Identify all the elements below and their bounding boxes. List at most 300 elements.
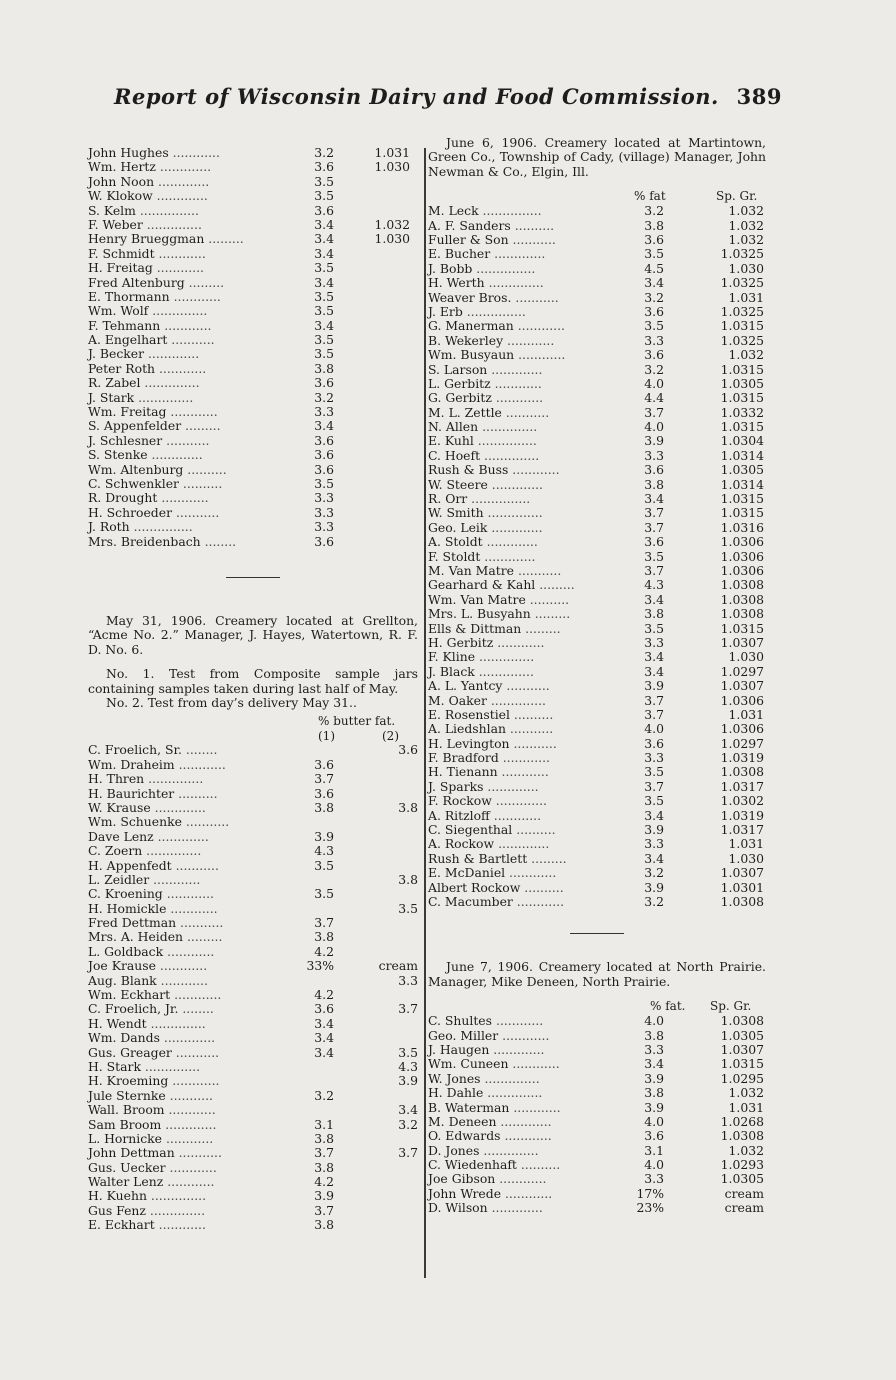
row-name — [88, 859, 219, 873]
row-name-text: W. Jones — [428, 1070, 481, 1086]
row-name — [428, 535, 538, 549]
row-value-1: 3.2 — [644, 893, 664, 909]
leader-dots: ............ — [489, 807, 542, 823]
row-value-2: 1.0305 — [720, 1027, 764, 1043]
row-name-text: Geo. Leik — [428, 519, 488, 535]
leader-dots: ............ — [166, 404, 218, 420]
row-value-2: 1.0308 — [720, 577, 764, 593]
table-row — [428, 334, 766, 348]
row-value-1: 3.8 — [314, 1159, 334, 1175]
row-value-1: 3.8 — [314, 799, 334, 815]
row-value-1: 4.2 — [314, 1174, 334, 1190]
sp-gr-header: Sp. Gr. — [710, 999, 752, 1014]
row-name-text: H. Baurichter — [88, 785, 175, 801]
table-row — [428, 506, 766, 520]
row-name-text: Gearhard & Kahl — [428, 577, 536, 593]
row-name-text: Wm. Hertz — [88, 159, 156, 175]
table-row — [88, 1118, 418, 1132]
row-value-2: 1.0308 — [720, 606, 764, 622]
row-name-text: Geo. Miller — [428, 1027, 499, 1043]
row-name-text: W. Steere — [428, 476, 488, 492]
leader-dots: ............. — [161, 1116, 217, 1132]
row-name-text: Wall. Broom — [88, 1102, 165, 1118]
leader-dots: ............... — [135, 202, 199, 218]
table-row — [88, 815, 418, 829]
row-name-text: L. Goldback — [88, 943, 164, 959]
row-name-text: B. Waterman — [428, 1099, 510, 1115]
leader-dots: ............ — [513, 318, 565, 334]
row-name — [88, 988, 221, 1002]
row-name — [88, 347, 199, 361]
row-value-2: 1.0325 — [720, 332, 764, 348]
row-name-text: S. Kelm — [88, 202, 136, 218]
leader-dots: ......... — [521, 620, 561, 636]
right-column — [428, 136, 766, 1216]
row-name-text: J. Haugen — [428, 1041, 490, 1057]
table-row — [428, 1043, 766, 1057]
row-name — [428, 1129, 552, 1143]
row-name-text: J. Roth — [88, 519, 130, 535]
row-name-text: J. Bobb — [428, 260, 473, 276]
row-name-text: M. Deneen — [428, 1113, 497, 1129]
leader-dots: .............. — [483, 505, 543, 521]
table-row — [428, 219, 766, 233]
row-name — [88, 1002, 214, 1016]
row-name-text: Jule Sternke — [88, 1087, 166, 1103]
row-name-text: Joe Gibson — [428, 1171, 496, 1187]
leader-dots: ............ — [490, 375, 542, 391]
row-value-1: 3.8 — [314, 1130, 334, 1146]
row-name — [88, 434, 209, 448]
table-row — [428, 434, 766, 448]
row-name — [88, 333, 215, 347]
row-name — [88, 304, 207, 318]
row-name-text: Wm. Schuenke — [88, 814, 182, 830]
row-value-1: 3.5 — [644, 548, 664, 564]
row-value-2: 1.0293 — [720, 1157, 764, 1173]
row-value-1: 3.6 — [644, 347, 664, 363]
row-name-text: Fred Dettman — [88, 915, 177, 931]
row-name-text: C. Froelich, Jr. — [88, 1001, 179, 1017]
row-name — [88, 1218, 206, 1232]
table-row — [428, 1057, 766, 1071]
row-value-1: 3.4 — [314, 245, 334, 261]
row-value-2: 1.031 — [728, 1099, 764, 1115]
leader-dots: ......... — [183, 929, 223, 945]
row-value-1: 3.6 — [644, 232, 664, 247]
table-row — [428, 391, 766, 405]
row-value-1: 33% — [306, 958, 334, 974]
row-name-text: G. Manerman — [428, 318, 514, 334]
row-value-2: 1.032 — [728, 232, 764, 247]
row-value-2: 1.0295 — [720, 1070, 764, 1086]
row-name-text: Wm. Cuneen — [428, 1056, 509, 1072]
row-name-text: W. Krause — [88, 799, 151, 815]
leader-dots: ............. — [480, 548, 536, 564]
table-row — [88, 463, 418, 477]
row-name-text: Mrs. Breidenbach — [88, 533, 201, 549]
row-value-1: 3.5 — [314, 475, 334, 491]
leader-dots: ......... — [535, 577, 575, 593]
row-name — [88, 1118, 216, 1132]
row-value-1: 3.5 — [314, 857, 334, 873]
row-value-2: 1.0308 — [720, 1013, 764, 1029]
row-name-text: J. Schlesner — [88, 432, 163, 448]
row-name — [88, 146, 220, 160]
row-name-text: J. Becker — [88, 346, 145, 362]
row-name — [428, 881, 564, 895]
row-name-text: L. Zeidler — [88, 871, 150, 887]
row-value-1: 3.6 — [314, 756, 334, 772]
leader-dots: ........... — [511, 289, 559, 305]
row-value-2: 1.032 — [728, 203, 764, 219]
row-value-1: 3.9 — [644, 1099, 664, 1115]
leader-dots: ............... — [472, 260, 536, 276]
row-name — [88, 916, 223, 930]
leader-dots: ......... — [530, 606, 571, 622]
table-row — [428, 1072, 766, 1086]
row-name — [428, 694, 546, 708]
column-subheader — [88, 729, 418, 743]
page-number: 389 — [736, 84, 782, 109]
table-row — [428, 478, 766, 492]
row-value-1: 4.3 — [314, 843, 334, 859]
leader-dots: ............ — [508, 1056, 560, 1072]
row-name — [428, 1043, 544, 1057]
row-name-text: C. Siegenthal — [428, 822, 513, 838]
row-value-1: 3.9 — [644, 678, 664, 694]
row-name-text: H. Homickle — [88, 900, 167, 916]
leader-dots: ............ — [154, 1217, 206, 1233]
row-name — [428, 794, 547, 808]
row-value-2: 1.0315 — [720, 390, 764, 406]
leader-dots: ......... — [184, 274, 225, 290]
leader-dots: ............ — [154, 245, 206, 261]
leader-dots: ............ — [508, 462, 560, 478]
row-name — [428, 1144, 539, 1158]
table-row — [88, 1089, 418, 1103]
row-name-text: H. Kuehn — [88, 1188, 147, 1204]
table-row — [88, 930, 418, 944]
leader-dots: ........... — [176, 915, 224, 931]
table-row — [428, 1029, 766, 1043]
leader-dots: ............ — [169, 288, 221, 304]
table-row — [428, 564, 766, 578]
row-value-2: 1.0315 — [720, 491, 764, 507]
table-row — [88, 204, 418, 218]
row-name — [428, 780, 539, 794]
row-value-2: 1.030 — [374, 231, 410, 247]
table-row — [88, 477, 418, 491]
leader-dots: ........... — [509, 735, 557, 751]
table-row — [88, 974, 418, 988]
leader-dots: ............ — [168, 145, 220, 160]
row-value-1: 3.4 — [644, 850, 664, 866]
table-row — [428, 319, 766, 333]
table-row — [88, 1204, 418, 1218]
row-name — [428, 895, 564, 909]
row-name-text: C. Zoern — [88, 843, 143, 859]
leader-dots: ........... — [501, 404, 550, 420]
table-row — [428, 449, 766, 463]
table-row — [88, 247, 418, 261]
row-value-1: 3.7 — [314, 1202, 334, 1218]
leader-dots: ............ — [165, 1159, 217, 1175]
row-value-2: 1.031 — [728, 289, 764, 305]
row-value-1: 3.4 — [644, 807, 664, 823]
table-row — [428, 233, 766, 247]
row-value-1: 3.3 — [314, 490, 334, 506]
row-value-1: 3.8 — [644, 1027, 664, 1043]
row-value-1: 3.6 — [314, 533, 334, 549]
row-value-1: 4.3 — [644, 577, 664, 593]
row-name — [428, 809, 541, 823]
row-name — [428, 391, 543, 405]
row-name-text: R. Orr — [428, 491, 468, 507]
row-value-1: 4.2 — [314, 943, 334, 959]
table-row — [428, 809, 766, 823]
row-name — [88, 1146, 222, 1160]
table-row — [428, 1129, 766, 1143]
row-name — [88, 391, 193, 405]
row-value-1: 4.0 — [644, 375, 664, 391]
table-row — [428, 348, 766, 362]
row-name — [428, 291, 559, 305]
table-row — [88, 1132, 418, 1146]
row-value-1: 3.7 — [644, 519, 664, 535]
leader-dots: .............. — [474, 663, 534, 679]
row-name — [428, 1014, 543, 1028]
row-name-text: Wm. Freitag — [88, 404, 167, 420]
row-name — [88, 1031, 215, 1045]
row-name — [88, 1175, 214, 1189]
row-name — [428, 1115, 552, 1129]
leader-dots: ............ — [498, 750, 550, 766]
row-name-text: F. Kline — [428, 649, 476, 665]
row-value-1: 3.6 — [644, 1128, 664, 1144]
row-name-text: H. Gerbitz — [428, 634, 494, 650]
leader-dots: .......... — [516, 1157, 561, 1173]
row-value-2: 1.0307 — [720, 634, 764, 650]
row-value-1: 3.5 — [314, 346, 334, 362]
leader-dots: ......... — [204, 231, 244, 247]
row-name — [428, 1172, 547, 1186]
leader-dots: ........... — [174, 1145, 222, 1161]
row-name-text: Wm. Wolf — [88, 303, 149, 319]
row-value-2: 1.030 — [728, 850, 764, 866]
row-value-2: 1.0315 — [720, 361, 764, 377]
row-name — [88, 1089, 213, 1103]
table-row — [88, 1031, 418, 1045]
table-row — [428, 737, 766, 751]
row-name — [88, 743, 217, 757]
leader-dots: ............. — [150, 799, 206, 815]
row-value-1: 3.5 — [644, 793, 664, 809]
row-name-text: Joe Krause — [88, 958, 156, 974]
row-value-2: 1.0308 — [720, 764, 764, 780]
row-name-text: John Hughes — [88, 145, 169, 160]
table-row — [88, 160, 418, 174]
row-value-1: 3.6 — [314, 375, 334, 391]
row-value-1: 3.3 — [644, 447, 664, 463]
row-name — [88, 1074, 219, 1088]
row-value-2: 3.8 — [398, 799, 418, 815]
table-row — [88, 801, 418, 815]
row-name-text: H. Thren — [88, 771, 145, 787]
leader-dots: ............. — [144, 346, 200, 362]
row-name-text: F. Bradford — [428, 750, 499, 766]
row-name — [428, 363, 542, 377]
table-row — [428, 247, 766, 261]
row-value-2: 3.6 — [398, 742, 418, 758]
row-name — [88, 887, 214, 901]
row-name-text: Rush & Buss — [428, 462, 509, 478]
row-name — [428, 578, 575, 592]
row-value-1: 3.2 — [644, 203, 664, 219]
row-value-1: 3.4 — [644, 649, 664, 665]
row-name — [428, 305, 526, 319]
row-value-1: 3.6 — [644, 735, 664, 751]
row-value-1: 3.5 — [314, 173, 334, 189]
table-row — [428, 881, 766, 895]
row-name — [88, 902, 218, 916]
table-row — [88, 902, 418, 916]
leader-dots: ........... — [514, 562, 562, 578]
row-value-1: 3.9 — [644, 879, 664, 895]
leader-dots: ............ — [505, 865, 557, 881]
table-row — [88, 1189, 418, 1203]
table-row — [428, 722, 766, 736]
row-value-1: 3.6 — [644, 534, 664, 550]
row-value-1: 3.3 — [314, 504, 334, 520]
row-name-text: Fred Altenburg — [88, 274, 185, 290]
row-value-1: 3.5 — [314, 188, 334, 204]
row-name-text: Fuller & Son — [428, 232, 509, 247]
row-value-2: 1.0314 — [720, 447, 764, 463]
row-value-1: 4.5 — [644, 260, 664, 276]
row-name — [428, 636, 544, 650]
table-row — [88, 772, 418, 786]
row-value-1: 3.4 — [314, 1015, 334, 1031]
table-row — [428, 622, 766, 636]
leader-dots: ............. — [153, 828, 209, 844]
row-name-text: E. Eckhart — [88, 1217, 155, 1233]
leader-dots: ........... — [171, 857, 219, 873]
row-value-1: 3.9 — [644, 822, 664, 838]
row-value-1: 3.2 — [644, 865, 664, 881]
row-name-text: H. Dahle — [428, 1085, 484, 1101]
row-value-1: 3.7 — [314, 1145, 334, 1161]
row-name-text: Wm. Dands — [88, 1030, 160, 1046]
north-prairie-list — [428, 1014, 766, 1215]
row-name — [88, 189, 208, 203]
row-name-text: D. Jones — [428, 1142, 480, 1158]
row-name — [88, 1060, 200, 1074]
row-value-1: 3.3 — [644, 750, 664, 766]
leader-dots: ............ — [501, 1185, 553, 1201]
leader-dots: ............ — [156, 972, 208, 988]
row-value-1: 17% — [636, 1185, 664, 1201]
row-value-1: 3.6 — [314, 432, 334, 448]
leader-dots: ........... — [165, 1087, 213, 1103]
grellton-list — [88, 743, 418, 1232]
leader-dots: ............. — [483, 778, 539, 794]
row-name-text: Wm. Altenburg — [88, 461, 184, 477]
row-value-1: 4.0 — [644, 1013, 664, 1029]
table-row — [428, 291, 766, 305]
row-value-1: 3.8 — [314, 1217, 334, 1233]
row-name — [88, 830, 209, 844]
row-name — [428, 650, 534, 664]
table-row — [428, 276, 766, 290]
table-row — [88, 319, 418, 333]
leader-dots: ............ — [152, 260, 204, 276]
row-name-text: L. Gerbitz — [428, 375, 491, 391]
row-name-text: John Noon — [88, 173, 155, 189]
row-value-1: 3.3 — [644, 1171, 664, 1187]
row-name-text: A. Engelhart — [88, 332, 168, 348]
row-name-text: A. Ritzloff — [428, 807, 490, 823]
row-value-2: 1.0308 — [720, 1128, 764, 1144]
leader-dots: ........... — [505, 721, 554, 737]
row-name-text: E. Bucher — [428, 246, 491, 262]
row-value-1: 3.7 — [314, 915, 334, 931]
row-value-2: 1.0315 — [720, 419, 764, 435]
page-title — [0, 84, 896, 109]
fat-header: % fat — [634, 189, 666, 204]
leader-dots: .............. — [142, 216, 202, 232]
row-name — [428, 1101, 561, 1115]
row-value-2: 1.032 — [728, 347, 764, 363]
leader-dots: .............. — [145, 1202, 206, 1218]
row-value-2: 1.0315 — [720, 505, 764, 521]
row-name-text: H. Kroeming — [88, 1073, 169, 1089]
row-name-text: A. F. Sanders — [428, 217, 511, 233]
row-value-1: 3.4 — [644, 491, 664, 507]
table-row — [88, 758, 418, 772]
row-value-1: 3.4 — [314, 274, 334, 290]
row-value-2: 1.032 — [728, 217, 764, 233]
leader-dots: ........... — [502, 678, 550, 694]
row-name — [428, 1057, 560, 1071]
leader-dots: ............ — [168, 1073, 220, 1089]
leader-dots: .......... — [512, 822, 556, 838]
row-value-1: 3.5 — [314, 303, 334, 319]
row-name — [428, 751, 550, 765]
row-value-1: 3.8 — [314, 929, 334, 945]
row-value-1: 3.4 — [314, 317, 334, 333]
row-name — [428, 377, 542, 391]
table-row — [428, 895, 766, 909]
row-name — [428, 262, 535, 276]
leader-dots: .......... — [510, 217, 555, 233]
section-note: No. 1. Test from Composite sample jars containing samples taken during last half of May. — [88, 666, 418, 696]
table-row — [88, 189, 418, 203]
row-name-text: F. Stoldt — [428, 548, 481, 564]
row-name — [428, 420, 537, 434]
row-value-2: 1.0304 — [720, 433, 764, 449]
row-value-2: cream — [378, 958, 418, 974]
row-name — [428, 219, 554, 233]
leader-dots: ............. — [496, 1113, 552, 1129]
row-value-1: 4.0 — [644, 419, 664, 435]
leader-dots: ............ — [514, 347, 566, 363]
leader-dots: ........... — [167, 332, 215, 348]
leader-dots: .............. — [140, 1058, 201, 1074]
row-value-1: 4.0 — [644, 1157, 664, 1173]
table-row — [88, 1074, 418, 1088]
leader-dots: .............. — [483, 1085, 543, 1101]
